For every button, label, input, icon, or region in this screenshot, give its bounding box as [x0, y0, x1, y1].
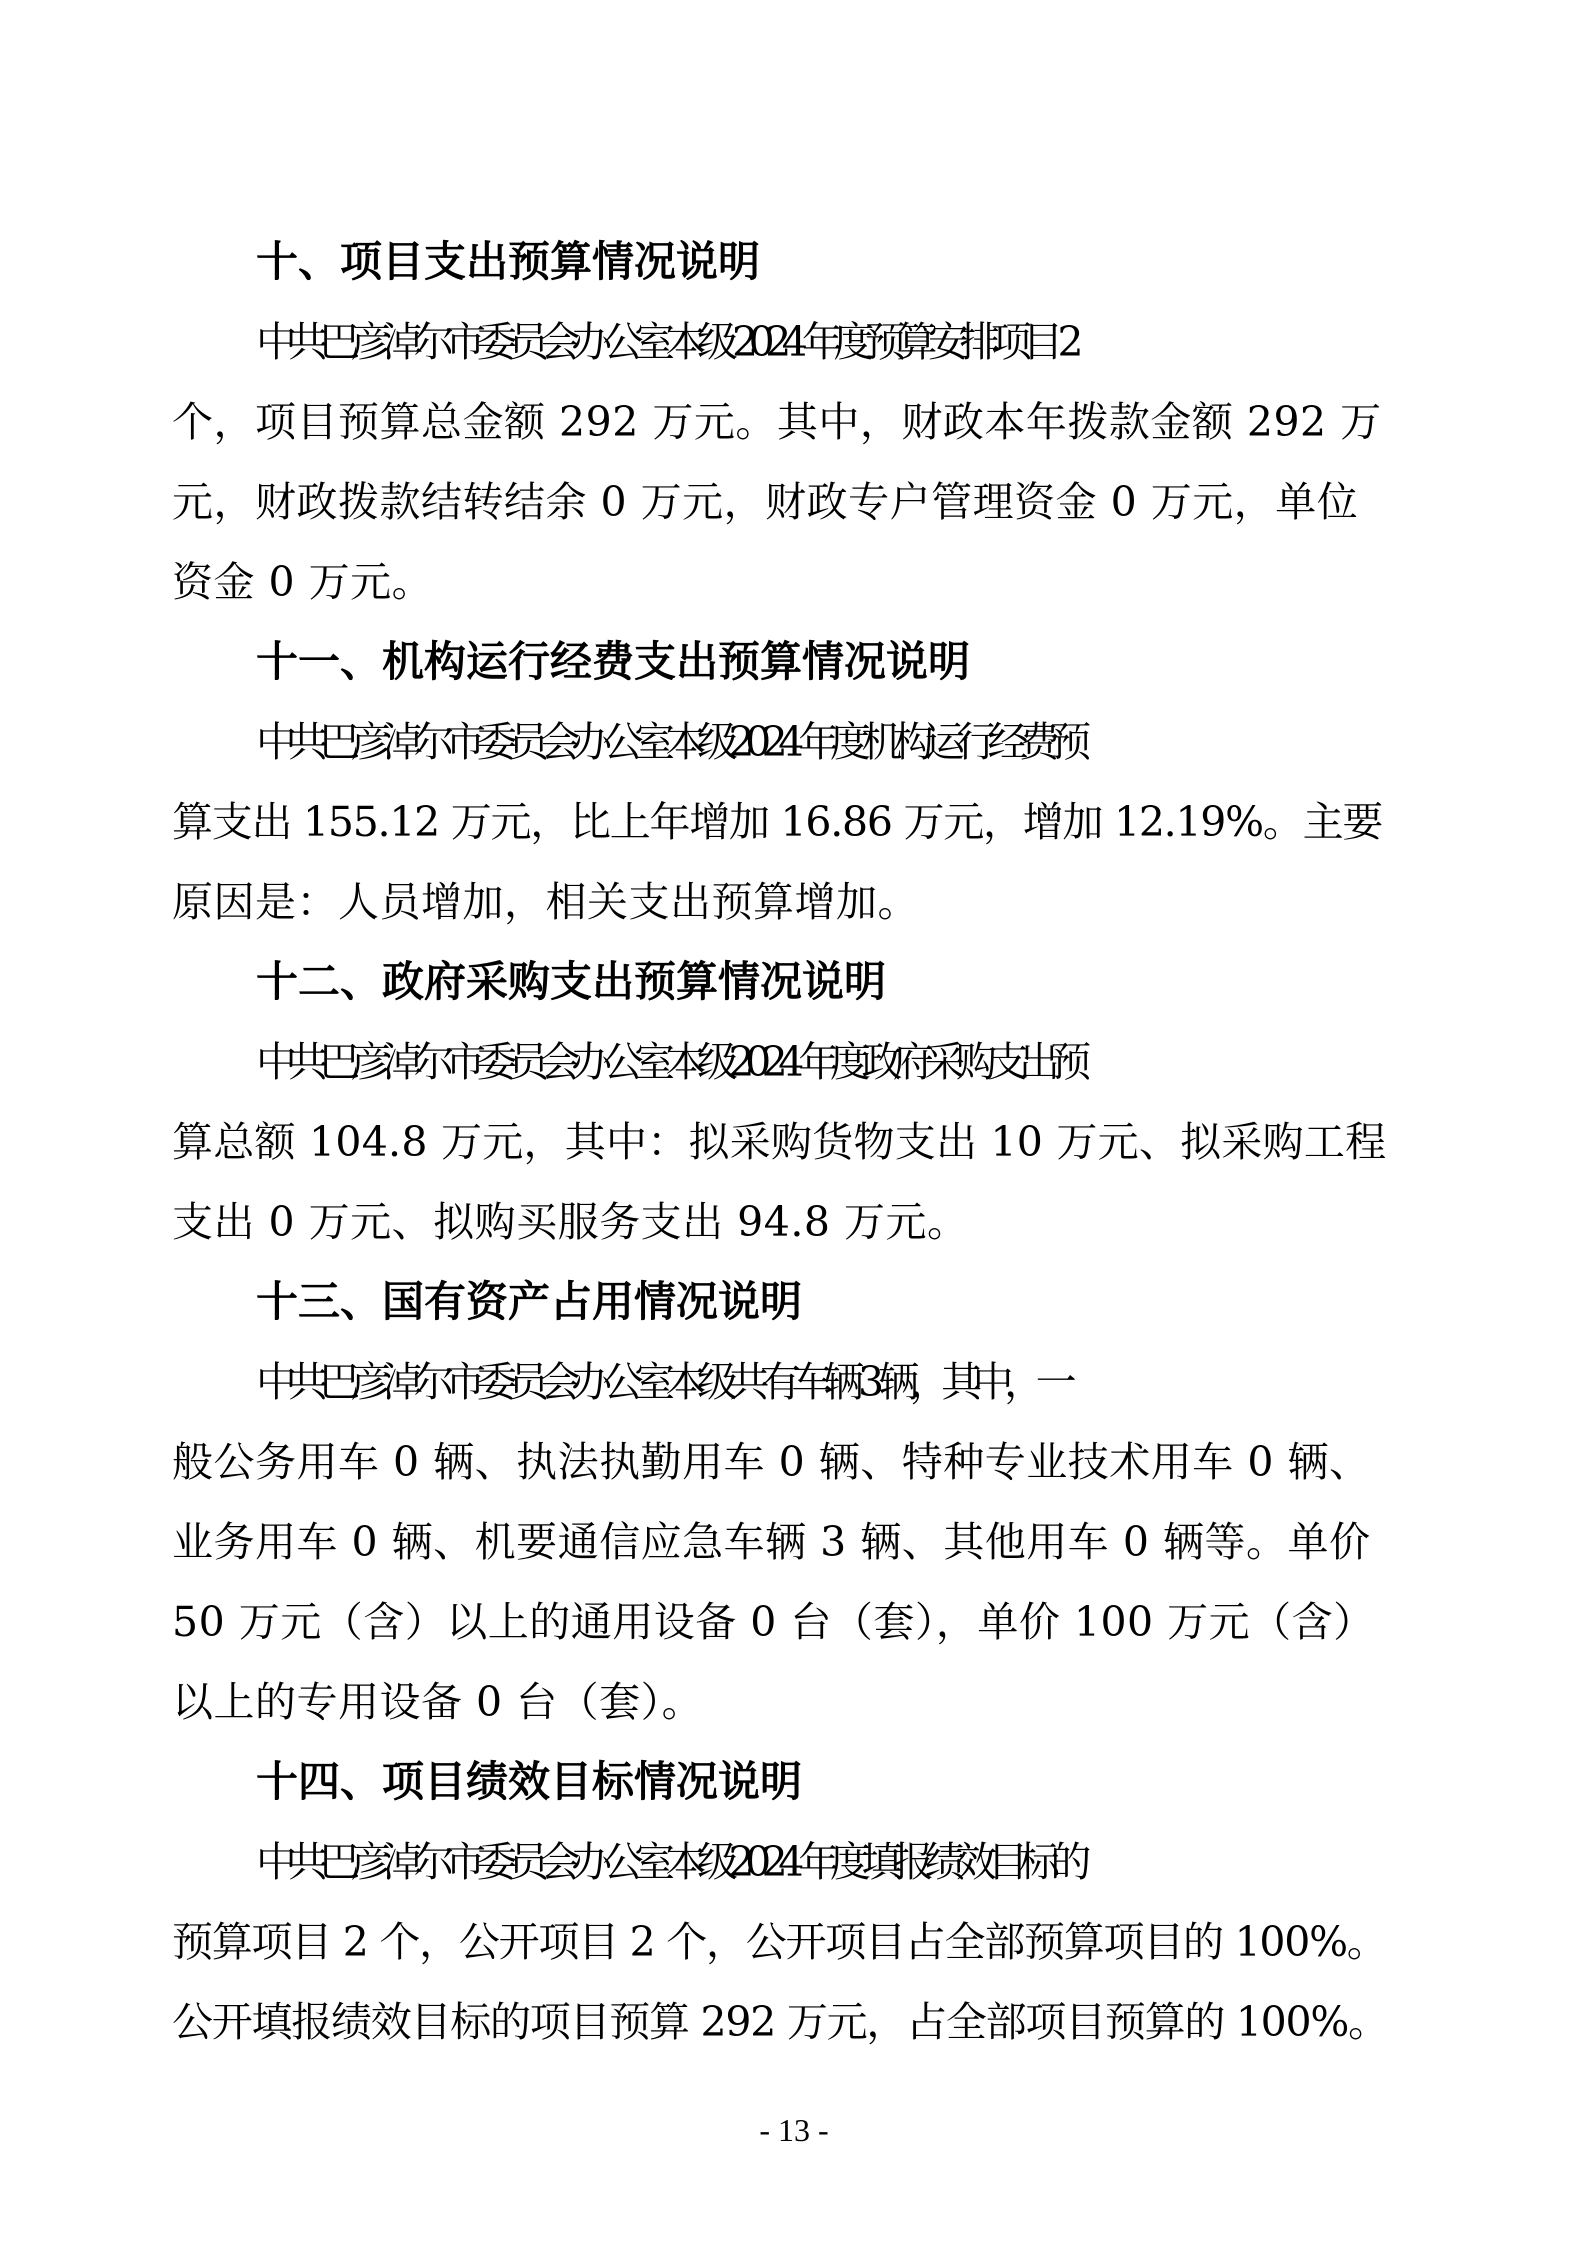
document-body [172, 222, 1388, 2062]
section-heading-11: 十一、机构运行经费支出预算情况说明 [256, 637, 971, 686]
paragraph-line: 公开填报绩效目标的项目预算 292 万元，占全部项目预算的 100%。 [172, 1998, 1388, 2046]
section-paragraph-14 [172, 1822, 1388, 2062]
paragraph-line: 预算项目 2 个，公开项目 2 个，公开项目占全部预算项目的 100%。 [172, 1918, 1387, 1966]
paragraph-line: 元，财政拨款结转结余 0 万元，财政专户管理资金 0 万元，单位 [172, 478, 1359, 526]
paragraph-line: 支出 0 万元、拟购买服务支出 94.8 万元。 [172, 1198, 969, 1246]
paragraph-line: 业务用车 0 辆、机要通信应急车辆 3 辆、其他用车 0 辆等。单价 [172, 1518, 1371, 1566]
paragraph-line: 中共巴彦淖尔市委员会办公室本级共有车辆 3 辆，其中，一 [256, 1358, 1068, 1406]
paragraph-line: 中共巴彦淖尔市委员会办公室本级2024 年度机构运行经费预 [256, 718, 1082, 766]
paragraph-line: 算支出 155.12 万元，比上年增加 16.86 万元，增加 12.19%。主要 [172, 798, 1383, 846]
section-paragraph-10 [172, 302, 1388, 622]
section-heading-13: 十三、国有资产占用情况说明 [256, 1277, 803, 1326]
section-paragraph-11 [172, 702, 1388, 942]
section-paragraph-13 [172, 1342, 1388, 1742]
paragraph-line: 50 万元（含）以上的通用设备 0 台（套），单价 100 万元（含） [172, 1598, 1375, 1646]
paragraph-line: 算总额 104.8 万元，其中：拟采购货物支出 10 万元、拟采购工程 [172, 1118, 1387, 1166]
paragraph-line: 般公务用车 0 辆、执法执勤用车 0 辆、特种专业技术用车 0 辆、 [172, 1438, 1371, 1486]
paragraph-line: 原因是：人员增加，相关支出预算增加。 [172, 878, 919, 926]
paragraph-line: 中共巴彦淖尔市委员会办公室本级 2024 年度预算安排项目 2 [256, 318, 1075, 366]
section-heading-14: 十四、项目绩效目标情况说明 [256, 1757, 803, 1806]
paragraph-line: 个，项目预算总金额 292 万元。其中，财政本年拨款金额 292 万 [172, 398, 1382, 446]
paragraph-line: 资金 0 万元。 [172, 558, 434, 606]
paragraph-line: 中共巴彦淖尔市委员会办公室本级2024 年度政府采购支出预 [256, 1038, 1082, 1086]
section-heading-12: 十二、政府采购支出预算情况说明 [256, 957, 887, 1006]
section-paragraph-12 [172, 1022, 1388, 1262]
section-heading-10: 十、项目支出预算情况说明 [256, 237, 761, 286]
paragraph-line: 中共巴彦淖尔市委员会办公室本级2024 年度填报绩效目标的 [256, 1838, 1082, 1886]
paragraph-line: 以上的专用设备 0 台（套）。 [172, 1678, 704, 1726]
page-number: - 13 - [759, 2112, 829, 2148]
